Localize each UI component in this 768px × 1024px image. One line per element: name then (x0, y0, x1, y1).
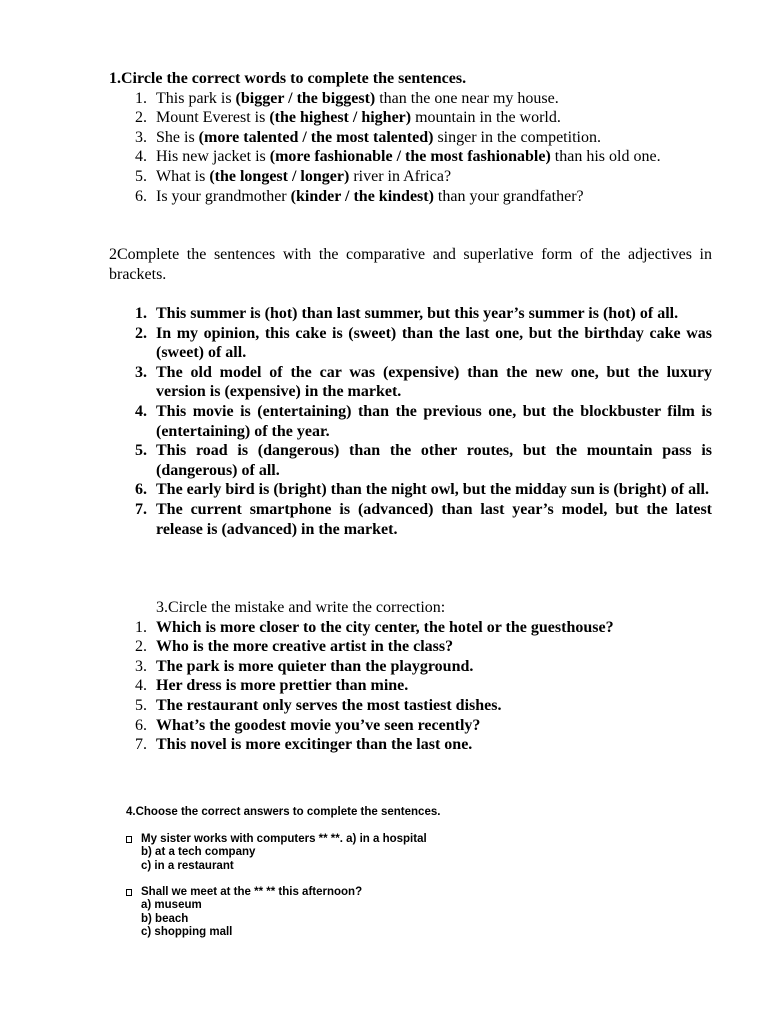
list-item (109, 324, 712, 363)
item-text: Which is more closer to the city center, the hotel or the guesthouse? (156, 618, 614, 636)
list-item (109, 441, 712, 480)
item-text: This movie is (entertaining) than the previous one, but the blockbuster film is (entertaining) of the year. (156, 402, 712, 440)
list-item (109, 187, 712, 207)
item-text: What is (156, 167, 210, 185)
checkbox-icon (126, 889, 132, 896)
list-item (109, 363, 712, 402)
checkbox-icon (126, 836, 132, 843)
item-text: Her dress is more prettier than mine. (156, 677, 409, 695)
item-text: Mount Everest is (156, 109, 270, 127)
section-1 (109, 69, 712, 206)
item-number: 4. (135, 677, 147, 695)
section-3 (109, 598, 712, 755)
item-text: singer in the competition. (433, 128, 601, 146)
item-text: His new jacket is (156, 148, 270, 166)
item-number: 6. (135, 187, 147, 205)
item-number: 1. (135, 305, 147, 322)
item-text: The old model of the car was (expensive) than the new one, but the luxury version is (expensive) in the market. (156, 363, 712, 401)
answer-option: c) shopping mall (141, 926, 233, 939)
list-item (109, 128, 712, 148)
list-item (109, 716, 712, 736)
item-text: This novel is more excitinger than the last one. (156, 736, 473, 754)
item-number: 3. (135, 657, 147, 675)
list-item (109, 167, 712, 187)
item-text: The current smartphone is (advanced) than last year’s model, but the latest release is (advanced) in the market. (156, 500, 712, 538)
list-item (109, 735, 712, 755)
list-item (109, 696, 712, 716)
answer-option: a) museum (141, 899, 202, 912)
choice-options: (kinder / the kindest) (290, 187, 434, 205)
item-text: What’s the goodest movie you’ve seen recently? (156, 716, 481, 734)
item-number: 7. (135, 736, 147, 754)
choice-options: (more talented / the most talented) (198, 128, 434, 146)
item-number: 3. (135, 128, 147, 146)
question-text-line (126, 886, 646, 899)
section-3-heading: 3.Circle the mistake and write the correction: (156, 599, 446, 616)
item-number: 2. (135, 109, 147, 127)
item-text: She is (156, 128, 199, 146)
item-text: than your grandfather? (433, 187, 584, 205)
item-number: 7. (135, 500, 147, 518)
item-text: mountain in the world. (411, 109, 561, 127)
item-text: than the one near my house. (375, 89, 559, 107)
list-item (109, 108, 712, 128)
list-item (109, 402, 712, 441)
question-text: Shall we meet at the ** ** this afternoon? (141, 886, 363, 898)
question-text-line (126, 833, 646, 846)
item-text: The restaurant only serves the most tastiest dishes. (156, 696, 502, 714)
item-number: 6. (135, 716, 147, 734)
item-number: 1. (135, 618, 147, 636)
question-1 (126, 833, 646, 873)
item-text: than his old one. (550, 148, 661, 166)
item-text: Who is the more creative artist in the class? (156, 638, 454, 656)
list-item (109, 618, 712, 638)
item-text: In my opinion, this cake is (sweet) than the last one, but the birthday cake was (sweet) of all. (156, 324, 712, 362)
question-2 (126, 886, 646, 940)
item-text: Is your grandmother (156, 187, 291, 205)
choice-options: (bigger / the biggest) (235, 89, 376, 107)
item-number: 5. (135, 167, 147, 185)
item-text: This road is (dangerous) than the other routes, but the mountain pass is (dangerous) of all. (156, 442, 712, 479)
item-number: 5. (135, 696, 147, 714)
item-number: 4. (135, 402, 147, 420)
section-1-list (109, 89, 712, 207)
section-2 (109, 304, 712, 539)
item-text: This park is (156, 89, 236, 107)
list-item (109, 480, 712, 500)
choice-options: (more fashionable / the most fashionable) (269, 148, 551, 166)
section-2-list (109, 304, 712, 539)
item-number: 5. (135, 442, 147, 460)
list-item (109, 89, 712, 109)
item-number: 2. (135, 324, 147, 342)
section-4-heading: 4.Choose the correct answers to complete the sentences. (126, 806, 441, 818)
section-1-heading: 1.Circle the correct words to complete the sentences. (109, 70, 467, 87)
section-3-list (109, 618, 712, 755)
list-item (109, 676, 712, 696)
item-number: 6. (135, 481, 147, 499)
list-item (109, 500, 712, 539)
item-text: river in Africa? (349, 167, 452, 185)
item-number: 1. (135, 89, 147, 107)
item-text: The park is more quieter than the playground. (156, 657, 474, 675)
answer-option: b) beach (141, 912, 189, 925)
choice-options: (the longest / longer) (209, 167, 350, 185)
item-text: The early bird is (bright) than the night owl, but the midday sun is (bright) of all. (156, 481, 709, 499)
item-number: 4. (135, 148, 147, 166)
section-2-intro: 2Complete the sentences with the comparative and superlative form of the adjectives in brackets. (109, 246, 712, 283)
list-item (109, 637, 712, 657)
list-item (109, 147, 712, 167)
list-item (109, 304, 712, 324)
item-number: 3. (135, 363, 147, 381)
item-text: This summer is (hot) than last summer, but this year’s summer is (hot) of all. (156, 305, 679, 322)
item-number: 2. (135, 638, 147, 656)
answer-option: c) in a restaurant (141, 859, 234, 872)
question-text: My sister works with computers ** **. a) in a hospital (141, 833, 427, 845)
answer-option: b) at a tech company (141, 846, 256, 859)
choice-options: (the highest / higher) (269, 109, 412, 127)
list-item (109, 657, 712, 677)
